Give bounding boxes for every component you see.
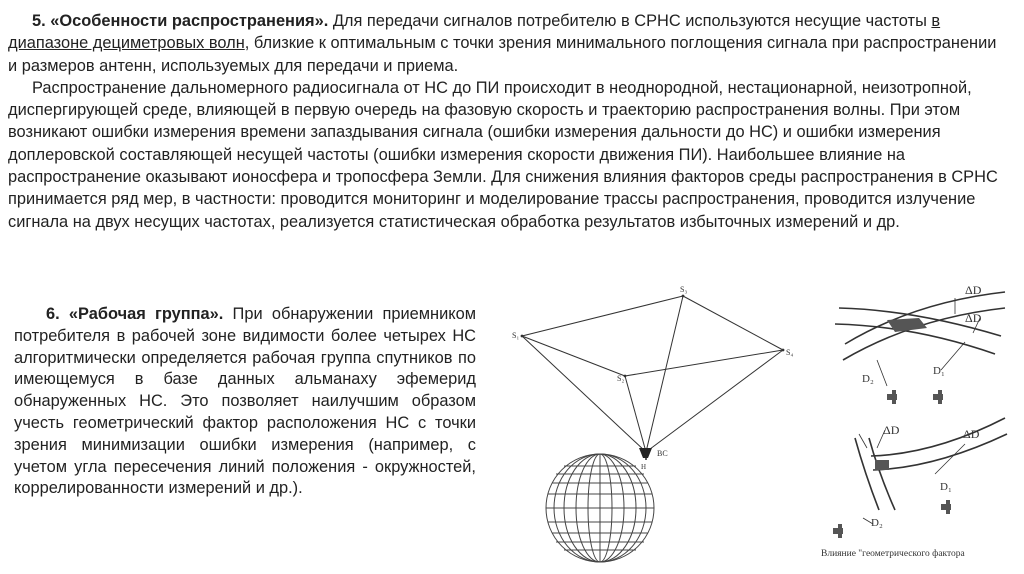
satellite-icon-bottom-left <box>833 524 843 538</box>
figure-caption: Влияние "геометрического фактора <box>821 549 965 559</box>
satellite-icon-top-right <box>933 390 943 404</box>
delta-d-label-bottom-1: ΔD <box>883 423 900 437</box>
d2-label-bottom: D₂ <box>871 517 883 529</box>
satellite-s4-dot <box>782 349 785 352</box>
satellite-icon-top-left <box>887 390 897 404</box>
section-5-paragraph-2: Распространение дальномерного радиосигнала от НС до ПИ происходит в неоднородной, нестационарной, неизотропной, диспергирующей среде, влияющей в первую очередь на фазовую скорость и траекторию распространения волны. При этом возникают ошибки измерения времени запаздывания сигнала (ошибки измерения дальности до НС) и ошибки измерения доплеровской составляющей несущей частоты (ошибки измерения скорости движения ПИ). Наибольшее влияние на распространение оказывают ионосфера и тропосфера Земли. Для снижения влияния факторов среды распространения в СРНС принимается ряд мер, в частности: проводится мониторинг и моделирование трассы распространения, проводится излучение сигнала на двух несущих частотах, реализуется статистическая обработка результатов избыточных измерений и др. <box>8 78 998 231</box>
section-5 <box>8 10 1008 233</box>
label-bc: BC <box>657 449 668 458</box>
section-6-heading: 6. «Рабочая группа». <box>46 305 224 323</box>
satellite-s1-dot <box>521 335 524 338</box>
satellite-geometry-figure <box>500 280 810 570</box>
satellite-s3-dot <box>682 295 685 298</box>
d1-label-bottom: D₁ <box>940 481 952 493</box>
error-area-top <box>887 318 927 332</box>
delta-d-label-top-1: ΔD <box>965 283 982 297</box>
earth-globe-icon <box>546 454 654 562</box>
d1-label-top: D₁ <box>933 365 945 377</box>
section-5-heading: 5. «Особенности распространения». <box>32 12 329 30</box>
satellite-lines <box>522 296 783 452</box>
label-h: H <box>641 463 647 471</box>
geometric-factor-figure <box>815 278 1015 570</box>
label-s3: S₃ <box>680 285 688 294</box>
label-s4: S₄ <box>786 348 794 357</box>
section-5-paragraph-1 <box>8 10 1008 77</box>
section-6-paragraph <box>14 304 476 500</box>
error-area-bottom <box>875 460 889 470</box>
label-s1: S₁ <box>512 331 520 340</box>
delta-d-label-bottom-2: ΔD <box>963 427 980 441</box>
label-s2: S₂ <box>617 374 625 383</box>
satellite-icon-bottom-right <box>941 500 951 514</box>
section-6-text: При обнаружении приемником потребителя в рабочей зоне видимости более четырех НС алгоритмически определяется рабочая группа спутников по имеющемуся в базе данных альманаху эфемерид обнаруженных НС. Это позволяет наилучшим образом учесть геометрический фактор расположения НС с точки зрения минимизации ошибки измерения (например, с учетом угла пересечения линий положения - окружностей, коррелированности измерений и др.). <box>14 305 476 498</box>
receiver-icon <box>639 448 652 460</box>
delta-d-label-top-2: ΔD <box>965 311 982 325</box>
section-6 <box>14 304 476 500</box>
decimeter-waves-link[interactable]: в диапазоне дециметровых волн <box>8 12 941 53</box>
section-5-text-b: , близкие к оптимальным с точки зрения минимального поглощения сигнала при распространении и размеров антенн, используемых для передачи и приема. <box>8 34 997 75</box>
section-5-text-a: Для передачи сигналов потребителю в СРНС используются несущие частоты <box>328 12 932 30</box>
d2-label-top: D₂ <box>862 373 874 385</box>
